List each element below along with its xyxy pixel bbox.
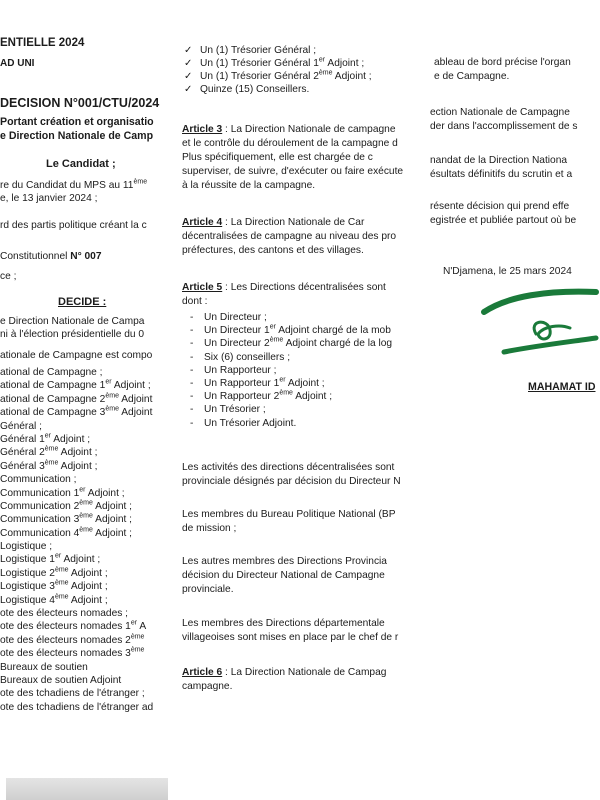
right-line-2: e de Campagne. <box>434 71 510 82</box>
member-role: Communication ; <box>0 474 77 486</box>
candidate-line: re du Candidat du MPS au 11ème <box>0 178 148 191</box>
right-line-4: der dans l'accomplissement de s <box>430 121 578 132</box>
article-4-line-1 <box>182 216 364 229</box>
article-5-item: - Un Trésorier ; <box>182 403 392 416</box>
ce-line: ce ; <box>0 271 17 282</box>
header-line-2: AD UNI <box>0 58 35 69</box>
article-5-item: - Un Directeur ; <box>182 311 392 324</box>
article-6-label: Article 6 <box>182 667 223 678</box>
treasurer-bullet-item: ✓ Un (1) Trésorier Général ; <box>182 44 372 57</box>
member-role: Logistique 2ème Adjoint ; <box>0 566 108 579</box>
member-role: Logistique 1er Adjoint ; <box>0 553 101 566</box>
direction-line-2: ni à l'élection présidentielle du 0 <box>0 329 145 340</box>
member-role: Général 1er Adjoint ; <box>0 432 91 445</box>
member-role: Général 2ème Adjoint ; <box>0 445 98 459</box>
right-line-1: ableau de bord précise l'organ <box>434 57 571 68</box>
left-column <box>0 0 175 800</box>
constitution-prefix: Constitutionnel <box>0 251 71 262</box>
decision-title-text: DECISION N°001/CTU/2024 <box>0 96 160 110</box>
bpn-line-2: de mission ; <box>182 523 237 534</box>
decision-title <box>0 97 159 110</box>
article-5-label: Article 5 <box>182 282 223 293</box>
article-3-label: Article 3 <box>182 124 223 135</box>
article-5-item: - Six (6) conseillers ; <box>182 351 392 364</box>
subtitle-line-2: e Direction Nationale de Camp <box>0 130 154 142</box>
member-role: ote des tchadiens de l'étranger ; <box>0 688 145 700</box>
accord-line: rd des partis politique créant la c <box>0 220 147 231</box>
member-role: Communication 2ème Adjoint ; <box>0 499 132 512</box>
right-line-6: ésultats définitifs du scrutin et a <box>430 169 573 180</box>
provincial-line-2: décision du Directeur National de Campagne <box>182 570 385 581</box>
article-5-item: - Un Rapporteur ; <box>182 364 392 377</box>
decide-heading: DECIDE : <box>58 296 107 308</box>
member-role: Communication 3ème Adjoint ; <box>0 512 132 526</box>
bpn-line-1: Les membres du Bureau Politique National (BP <box>182 509 396 520</box>
candidate-title: Le Candidat ; <box>46 158 116 170</box>
article-5-item: - Un Directeur 2ème Adjoint chargé de la log <box>182 337 392 350</box>
constitution-number: N° 007 <box>70 251 102 262</box>
member-role: Bureaux de soutien <box>0 661 88 673</box>
article-6-line-2: campagne. <box>182 681 233 692</box>
article-3-line-4: superviser, de suivre, d'exécuter ou faire exécute <box>182 166 404 177</box>
member-role: Bureaux de soutien Adjoint <box>0 674 122 686</box>
article-5-text-1: : Les Directions décentralisées sont <box>222 282 386 293</box>
signatory-name: MAHAMAT ID <box>528 381 596 393</box>
member-role: ote des électeurs nomades 1er A <box>0 620 147 633</box>
article-6-text-1: : La Direction Nationale de Campag <box>222 667 387 678</box>
member-role: ational de Campagne 1er Adjoint ; <box>0 379 151 392</box>
member-role: ational de Campagne 2ème Adjoint <box>0 392 153 405</box>
middle-column <box>182 0 434 800</box>
article-3-text-1: : La Direction Nationale de campagne <box>222 124 396 135</box>
member-role: Logistique ; <box>0 541 53 553</box>
activities-line-2: provinciale désignés par décision du Directeur N <box>182 476 401 487</box>
provincial-line-1: Les autres membres des Directions Provincia <box>182 556 387 567</box>
member-role: Général 3ème Adjoint ; <box>0 459 98 472</box>
treasurer-bullet-list <box>182 44 372 96</box>
member-role: Général ; <box>0 420 42 432</box>
member-role: ote des tchadiens de l'étranger ad <box>0 701 154 713</box>
article-5-item: - Un Directeur 1er Adjoint chargé de la mob <box>182 324 392 337</box>
grey-smudge <box>6 778 168 800</box>
subtitle-line-1: Portant création et organisatio <box>0 116 154 128</box>
article-5-line-2: dont : <box>182 296 208 307</box>
article-4-line-2: décentralisées de campagne au niveau des pro <box>182 231 397 242</box>
member-role: Logistique 4ème Adjoint ; <box>0 593 108 606</box>
treasurer-bullet-item: ✓ Un (1) Trésorier Général 2ème Adjoint ; <box>182 70 372 83</box>
article-5-item: - Un Rapporteur 1er Adjoint ; <box>182 377 392 390</box>
article-3-line-2: et le contrôle du déroulement de la campagne d <box>182 138 398 149</box>
member-role: ational de Campagne 3ème Adjoint <box>0 405 153 419</box>
right-column <box>426 0 600 800</box>
member-role: Communication 4ème Adjoint ; <box>0 526 132 539</box>
departmental-line-1: Les membres des Directions départementale <box>182 618 385 629</box>
right-line-5: nandat de la Direction Nationa <box>430 155 568 166</box>
members-list <box>0 366 153 714</box>
member-role: ote des électeurs nomades 2ème <box>0 633 145 646</box>
article-3-line-3: Plus spécifiquement, elle est chargée de c <box>182 152 373 163</box>
article-4-text-1: : La Direction Nationale de Car <box>222 217 365 228</box>
composition-line: ationale de Campagne est compo <box>0 350 153 361</box>
direction-line-1: e Direction Nationale de Campa <box>0 316 145 327</box>
member-role: ational de Campagne ; <box>0 367 103 378</box>
signature-stroke-loop <box>534 322 570 339</box>
article-6-line-1 <box>182 666 386 679</box>
right-line-3: ection Nationale de Campagne <box>430 107 570 118</box>
treasurer-bullet-item: ✓ Un (1) Trésorier Général 1er Adjoint ; <box>182 57 372 70</box>
header-line-1: ENTIELLE 2024 <box>0 37 85 49</box>
right-line-7: résente décision qui prend effe <box>430 201 570 212</box>
activities-line-1: Les activités des directions décentralisées sont <box>182 462 395 473</box>
treasurer-bullet-item: ✓ Quinze (15) Conseillers. <box>182 83 372 96</box>
member-role: Communication 1er Adjoint ; <box>0 486 125 499</box>
article-3-line-5: à la réussite de la campagne. <box>182 180 316 191</box>
right-line-8: egistrée et publiée partout où be <box>430 215 577 226</box>
article-4-label: Article 4 <box>182 217 223 228</box>
member-role: Logistique 3ème Adjoint ; <box>0 579 108 593</box>
signature-drawing <box>478 282 600 362</box>
article-5-item: - Un Rapporteur 2ème Adjoint ; <box>182 390 392 403</box>
member-role: ote des électeurs nomades 3ème <box>0 646 145 660</box>
article-5-item: - Un Trésorier Adjoint. <box>182 417 392 430</box>
candidate-date: e, le 13 janvier 2024 ; <box>0 193 98 204</box>
member-role: ote des électeurs nomades ; <box>0 608 128 620</box>
article-5-list <box>182 311 392 430</box>
signature-stroke-bottom <box>504 338 596 352</box>
constitution-line <box>0 250 102 263</box>
signature-stroke-top <box>484 292 596 312</box>
provincial-line-3: provinciale. <box>182 584 234 595</box>
article-5-line-1 <box>182 281 386 294</box>
article-3-line-1 <box>182 123 396 136</box>
departmental-line-2: villageoises sont mises en place par le chef de r <box>182 632 399 643</box>
place-date: N'Djamena, le 25 mars 2024 <box>443 266 572 277</box>
article-4-line-3: préfectures, des cantons et des villages. <box>182 245 364 256</box>
